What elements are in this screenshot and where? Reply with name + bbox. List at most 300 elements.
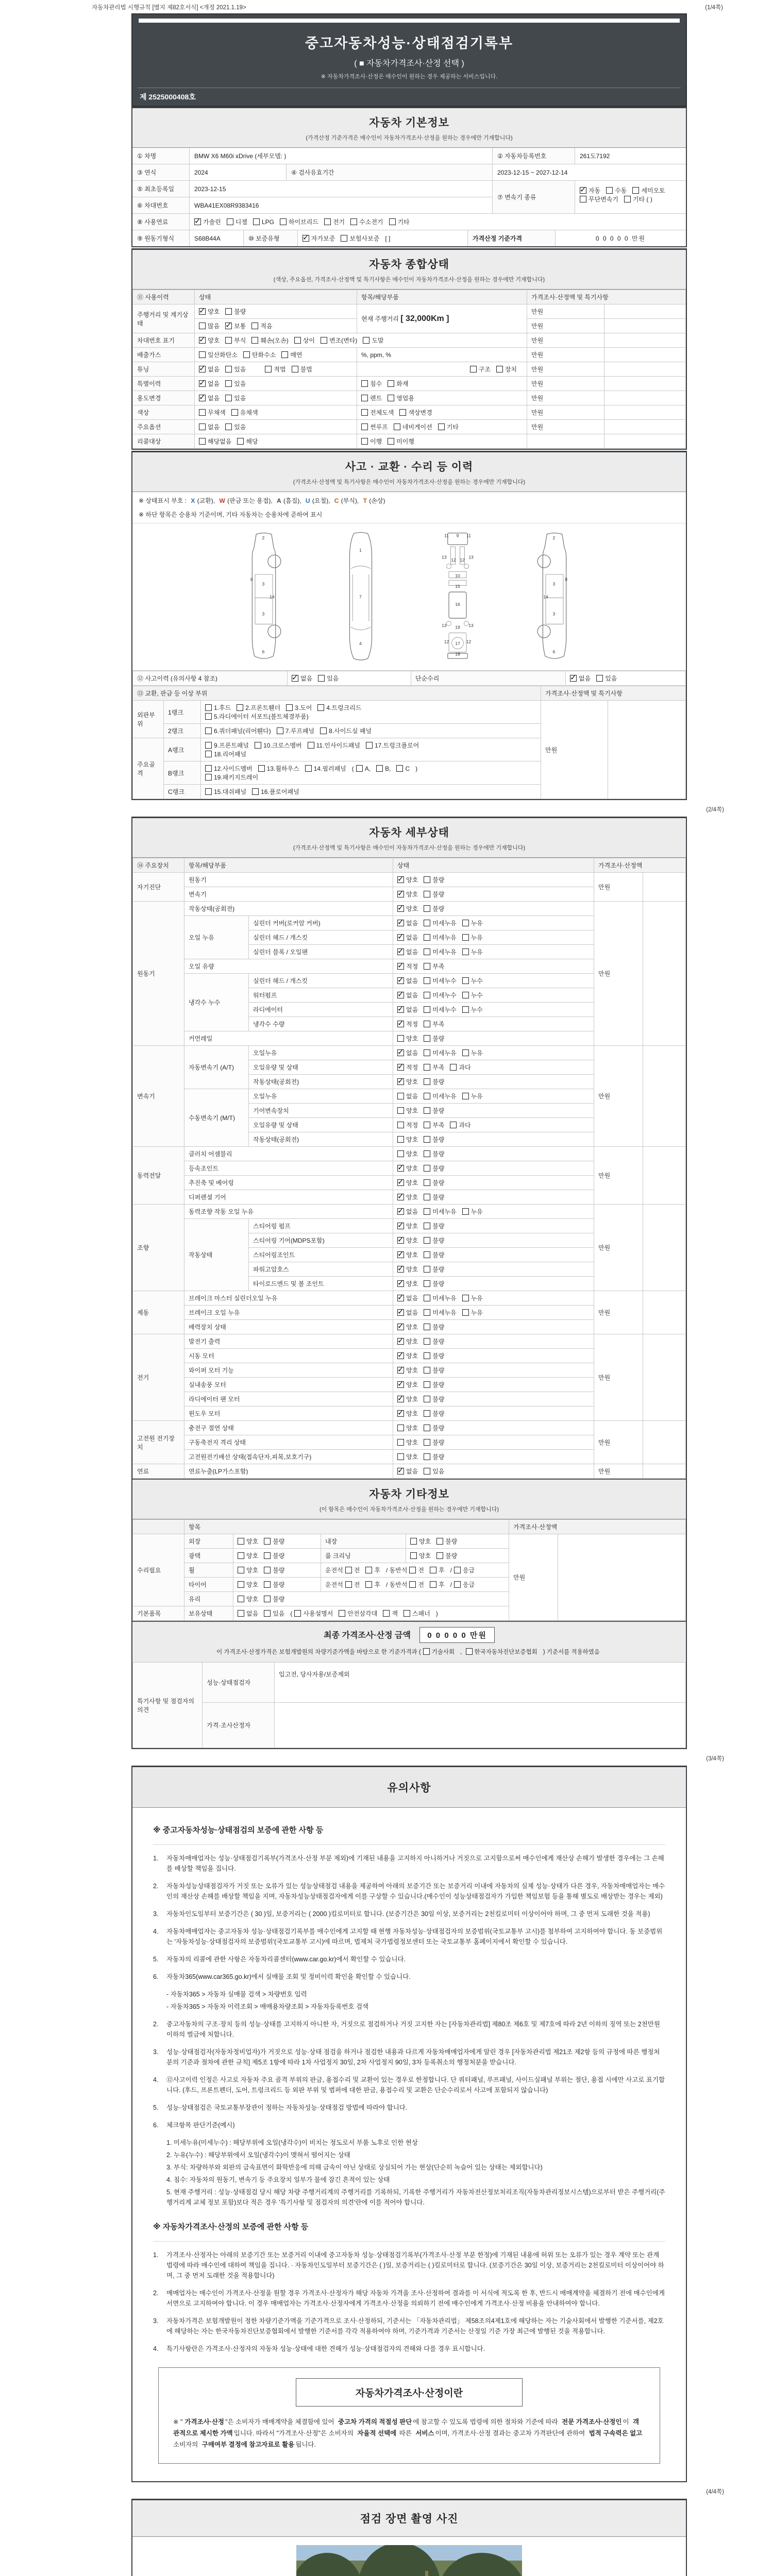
checkbox-option[interactable] <box>424 1294 456 1302</box>
checkbox-option[interactable] <box>462 933 483 942</box>
checkbox-option[interactable] <box>462 991 483 999</box>
checkbox-option[interactable] <box>397 919 418 927</box>
checkbox-option[interactable] <box>252 787 299 796</box>
checkbox-option[interactable] <box>318 674 339 683</box>
unchecked-checkbox-icon[interactable] <box>345 1567 352 1573</box>
checkbox-option[interactable] <box>264 1609 284 1618</box>
checked-checkbox-icon[interactable] <box>397 992 404 998</box>
unchecked-checkbox-icon[interactable] <box>277 727 283 734</box>
checkbox-option[interactable] <box>399 408 432 417</box>
unchecked-checkbox-icon[interactable] <box>280 218 287 225</box>
unchecked-checkbox-icon[interactable] <box>436 1552 443 1559</box>
unchecked-checkbox-icon[interactable] <box>225 337 232 344</box>
checkbox-option[interactable] <box>409 1566 424 1574</box>
unchecked-checkbox-icon[interactable] <box>424 1122 430 1128</box>
unchecked-checkbox-icon[interactable] <box>430 1567 436 1573</box>
unchecked-checkbox-icon[interactable] <box>410 1552 417 1559</box>
unchecked-checkbox-icon[interactable] <box>496 366 503 372</box>
checkbox-option[interactable] <box>363 336 383 345</box>
checkbox-option[interactable] <box>317 703 361 712</box>
checkbox-option[interactable] <box>397 1366 418 1375</box>
checkbox-option[interactable] <box>397 1467 418 1476</box>
checkbox-option[interactable] <box>436 1551 457 1560</box>
unchecked-checkbox-icon[interactable] <box>424 1295 430 1301</box>
checkbox-option[interactable] <box>404 1609 430 1618</box>
checked-checkbox-icon[interactable] <box>397 948 404 955</box>
unchecked-checkbox-icon[interactable] <box>424 1338 430 1345</box>
unchecked-checkbox-icon[interactable] <box>397 1107 404 1114</box>
checkbox-option[interactable] <box>462 1092 483 1100</box>
unchecked-checkbox-icon[interactable] <box>205 704 212 711</box>
unchecked-checkbox-icon[interactable] <box>225 308 232 315</box>
appraiser-opinion[interactable] <box>275 1703 686 1748</box>
unchecked-checkbox-icon[interactable] <box>462 977 469 984</box>
checkbox-option[interactable] <box>424 1308 456 1317</box>
unchecked-checkbox-icon[interactable] <box>424 1425 430 1431</box>
checkbox-option[interactable] <box>397 976 418 985</box>
checked-checkbox-icon[interactable] <box>397 1179 404 1186</box>
car-diagram-top-view[interactable] <box>328 531 394 662</box>
note-cell[interactable] <box>643 1147 686 1205</box>
checkbox-option[interactable] <box>388 379 408 388</box>
unchecked-checkbox-icon[interactable] <box>205 765 212 772</box>
unchecked-checkbox-icon[interactable] <box>205 788 212 795</box>
final-price-value[interactable]: 0 0 0 0 0 만원 <box>419 1627 495 1643</box>
checkbox-option[interactable] <box>397 1005 418 1014</box>
checkbox-option[interactable] <box>424 1395 444 1403</box>
unchecked-checkbox-icon[interactable] <box>252 788 259 795</box>
checkbox-option[interactable] <box>199 422 220 431</box>
unchecked-checkbox-icon[interactable] <box>227 218 233 225</box>
checkbox-option[interactable] <box>265 365 285 374</box>
unchecked-checkbox-icon[interactable] <box>462 1049 469 1056</box>
unchecked-checkbox-icon[interactable] <box>389 218 396 225</box>
unchecked-checkbox-icon[interactable] <box>361 380 368 387</box>
unchecked-checkbox-icon[interactable] <box>424 1280 430 1287</box>
checkbox-option[interactable] <box>410 1537 431 1546</box>
checkbox-option[interactable] <box>205 741 249 750</box>
checkbox-option[interactable] <box>624 195 652 204</box>
unchecked-checkbox-icon[interactable] <box>454 1581 461 1588</box>
checked-checkbox-icon[interactable] <box>397 1367 404 1374</box>
unchecked-checkbox-icon[interactable] <box>424 1006 430 1013</box>
checkbox-option[interactable] <box>397 1409 418 1418</box>
checkbox-option[interactable] <box>397 1077 418 1086</box>
checkbox-option[interactable] <box>397 1279 418 1288</box>
mileage-value[interactable]: [ 32,000Km ] <box>400 314 449 323</box>
checkbox-option[interactable] <box>388 437 414 446</box>
unchecked-checkbox-icon[interactable] <box>361 395 368 401</box>
checkbox-option[interactable] <box>450 1121 470 1129</box>
car-diagram-right-side[interactable] <box>522 531 587 662</box>
checkbox-option[interactable] <box>199 408 226 417</box>
checkbox-option[interactable] <box>397 1236 418 1245</box>
unchecked-checkbox-icon[interactable] <box>199 351 206 358</box>
checkbox-option[interactable] <box>397 1265 418 1274</box>
checked-checkbox-icon[interactable] <box>397 1338 404 1345</box>
unchecked-checkbox-icon[interactable] <box>404 1610 410 1617</box>
unchecked-checkbox-icon[interactable] <box>225 423 232 430</box>
unchecked-checkbox-icon[interactable] <box>424 934 430 941</box>
checked-checkbox-icon[interactable] <box>397 1049 404 1056</box>
inspector-opinion[interactable]: 입고전, 당사자용/보증제외 <box>275 1663 686 1703</box>
checked-checkbox-icon[interactable] <box>397 1468 404 1475</box>
checkbox-option[interactable] <box>470 365 491 374</box>
unchecked-checkbox-icon[interactable] <box>436 1538 443 1545</box>
checkbox-option[interactable] <box>281 350 302 359</box>
unchecked-checkbox-icon[interactable] <box>264 1538 271 1545</box>
checkbox-option[interactable] <box>424 1005 456 1014</box>
checked-checkbox-icon[interactable] <box>397 1078 404 1085</box>
unchecked-checkbox-icon[interactable] <box>462 1295 469 1301</box>
checkbox-option[interactable] <box>397 1395 418 1403</box>
unchecked-checkbox-icon[interactable] <box>243 351 250 358</box>
checkbox-option[interactable] <box>397 1178 418 1187</box>
unchecked-checkbox-icon[interactable] <box>238 1596 244 1602</box>
unchecked-checkbox-icon[interactable] <box>424 876 430 883</box>
checkbox-option[interactable] <box>345 1580 360 1589</box>
unchecked-checkbox-icon[interactable] <box>424 963 430 970</box>
unchecked-checkbox-icon[interactable] <box>265 366 272 372</box>
unchecked-checkbox-icon[interactable] <box>264 1567 271 1573</box>
unchecked-checkbox-icon[interactable] <box>286 704 293 711</box>
unchecked-checkbox-icon[interactable] <box>424 948 430 955</box>
unchecked-checkbox-icon[interactable] <box>424 1194 430 1200</box>
unchecked-checkbox-icon[interactable] <box>424 1468 430 1475</box>
checkbox-option[interactable] <box>409 1580 424 1589</box>
unchecked-checkbox-icon[interactable] <box>292 366 298 372</box>
checkbox-option[interactable] <box>397 1121 418 1129</box>
checkbox-option[interactable] <box>424 947 456 956</box>
note-cell[interactable] <box>604 405 686 420</box>
unchecked-checkbox-icon[interactable] <box>397 1093 404 1099</box>
checked-checkbox-icon[interactable] <box>397 1352 404 1359</box>
unchecked-checkbox-icon[interactable] <box>424 1165 430 1172</box>
unchecked-checkbox-icon[interactable] <box>383 1610 390 1617</box>
checkbox-option[interactable] <box>424 919 456 927</box>
checkbox-option[interactable] <box>424 1467 444 1476</box>
checkbox-option[interactable] <box>397 1193 418 1201</box>
unchecked-checkbox-icon[interactable] <box>596 675 603 682</box>
checkbox-option[interactable] <box>397 1452 418 1461</box>
checkbox-option[interactable] <box>227 217 247 226</box>
unchecked-checkbox-icon[interactable] <box>470 366 477 372</box>
checkbox-option[interactable] <box>424 1077 444 1086</box>
note-cell[interactable] <box>558 1534 686 1621</box>
checkbox-option[interactable] <box>383 1609 398 1618</box>
checkbox-option[interactable] <box>424 1323 444 1331</box>
unchecked-checkbox-icon[interactable] <box>317 704 324 711</box>
unchecked-checkbox-icon[interactable] <box>253 218 260 225</box>
unchecked-checkbox-icon[interactable] <box>366 742 373 749</box>
first-reg-value[interactable]: 2023-12-15 <box>189 181 492 197</box>
checkbox-option[interactable] <box>397 1250 418 1259</box>
checkbox-option[interactable] <box>205 787 246 796</box>
car-diagram-left-side[interactable] <box>231 531 297 662</box>
checkbox-option[interactable] <box>424 1279 444 1288</box>
checkbox-option[interactable] <box>205 773 258 782</box>
checkbox-option[interactable] <box>424 933 456 942</box>
unchecked-checkbox-icon[interactable] <box>462 920 469 926</box>
unchecked-checkbox-icon[interactable] <box>397 1453 404 1460</box>
unchecked-checkbox-icon[interactable] <box>424 891 430 897</box>
unchecked-checkbox-icon[interactable] <box>462 1093 469 1099</box>
checkbox-option[interactable] <box>424 1366 444 1375</box>
checkbox-option[interactable] <box>243 350 276 359</box>
unchecked-checkbox-icon[interactable] <box>397 1136 404 1143</box>
unchecked-checkbox-icon[interactable] <box>238 1581 244 1588</box>
unchecked-checkbox-icon[interactable] <box>388 438 394 445</box>
unchecked-checkbox-icon[interactable] <box>462 992 469 998</box>
checkbox-option[interactable] <box>410 1551 431 1560</box>
note-cell[interactable] <box>604 319 686 333</box>
checked-checkbox-icon[interactable] <box>199 395 206 401</box>
checkbox-option[interactable] <box>397 1351 418 1360</box>
checkbox-option[interactable] <box>389 217 410 226</box>
checked-checkbox-icon[interactable] <box>397 1237 404 1244</box>
checked-checkbox-icon[interactable] <box>397 1194 404 1200</box>
checkbox-option[interactable] <box>424 976 456 985</box>
unchecked-checkbox-icon[interactable] <box>424 1410 430 1417</box>
checked-checkbox-icon[interactable] <box>397 1381 404 1388</box>
unchecked-checkbox-icon[interactable] <box>205 751 212 757</box>
checkbox-option[interactable] <box>251 336 288 345</box>
checkbox-option[interactable] <box>280 217 318 226</box>
checkbox-option[interactable] <box>238 1580 258 1589</box>
unchecked-checkbox-icon[interactable] <box>424 1208 430 1215</box>
unchecked-checkbox-icon[interactable] <box>363 337 369 344</box>
unchecked-checkbox-icon[interactable] <box>454 1567 461 1573</box>
checked-checkbox-icon[interactable] <box>397 1295 404 1301</box>
checkbox-option[interactable] <box>424 1178 444 1187</box>
checked-checkbox-icon[interactable] <box>397 1251 404 1258</box>
note-cell[interactable] <box>604 391 686 405</box>
checked-checkbox-icon[interactable] <box>397 891 404 897</box>
checkbox-option[interactable] <box>397 1034 418 1043</box>
checkbox-option[interactable] <box>580 186 600 195</box>
checkbox-option[interactable] <box>397 1337 418 1346</box>
checked-checkbox-icon[interactable] <box>303 235 309 242</box>
unchecked-checkbox-icon[interactable] <box>264 1610 271 1617</box>
checkbox-option[interactable] <box>397 1020 418 1028</box>
unchecked-checkbox-icon[interactable] <box>341 235 347 242</box>
unchecked-checkbox-icon[interactable] <box>237 438 244 445</box>
checkbox-option[interactable] <box>397 1294 418 1302</box>
unchecked-checkbox-icon[interactable] <box>356 765 363 772</box>
checkbox-option[interactable] <box>294 336 315 345</box>
unchecked-checkbox-icon[interactable] <box>199 409 206 416</box>
checkbox-option[interactable] <box>424 1250 444 1259</box>
checkbox-option[interactable] <box>397 904 418 913</box>
unchecked-checkbox-icon[interactable] <box>462 1309 469 1316</box>
unchecked-checkbox-icon[interactable] <box>238 1567 244 1573</box>
checkbox-option[interactable] <box>321 336 357 345</box>
emission-values[interactable]: %, ppm, % <box>357 348 527 362</box>
unchecked-checkbox-icon[interactable] <box>205 713 212 720</box>
checked-checkbox-icon[interactable] <box>199 337 206 344</box>
checkbox-option[interactable] <box>424 1409 444 1418</box>
checkbox-option[interactable] <box>397 1135 418 1144</box>
unchecked-checkbox-icon[interactable] <box>424 1035 430 1042</box>
unchecked-checkbox-icon[interactable] <box>251 323 258 329</box>
checkbox-option[interactable] <box>424 1380 444 1389</box>
unchecked-checkbox-icon[interactable] <box>462 1006 469 1013</box>
unchecked-checkbox-icon[interactable] <box>424 1064 430 1071</box>
checkbox-option[interactable] <box>424 1337 444 1346</box>
checkbox-option[interactable] <box>462 1294 483 1302</box>
checkbox-option[interactable] <box>345 1566 360 1574</box>
unchecked-checkbox-icon[interactable] <box>205 727 212 734</box>
checked-checkbox-icon[interactable] <box>397 1208 404 1215</box>
checkbox-option[interactable] <box>454 1566 475 1574</box>
checked-checkbox-icon[interactable] <box>397 905 404 912</box>
checkbox-option[interactable] <box>231 408 258 417</box>
unchecked-checkbox-icon[interactable] <box>320 727 327 734</box>
unchecked-checkbox-icon[interactable] <box>424 1093 430 1099</box>
unchecked-checkbox-icon[interactable] <box>462 1208 469 1215</box>
checkbox-option[interactable] <box>424 1423 444 1432</box>
unchecked-checkbox-icon[interactable] <box>397 1425 404 1431</box>
checkbox-option[interactable] <box>264 1580 284 1589</box>
inspection-photo-front[interactable] <box>296 2545 522 2576</box>
unchecked-checkbox-icon[interactable] <box>424 1453 430 1460</box>
checkbox-option[interactable] <box>424 962 444 971</box>
checkbox-option[interactable] <box>376 765 391 772</box>
checkbox-option[interactable] <box>292 365 312 374</box>
checkbox-option[interactable] <box>199 350 238 359</box>
unchecked-checkbox-icon[interactable] <box>409 1567 416 1573</box>
checkbox-option[interactable] <box>424 1438 444 1447</box>
checked-checkbox-icon[interactable] <box>199 308 206 315</box>
checkbox-option[interactable] <box>292 674 312 683</box>
unchecked-checkbox-icon[interactable] <box>606 187 613 194</box>
checkbox-option[interactable] <box>580 195 618 204</box>
checked-checkbox-icon[interactable] <box>397 1396 404 1402</box>
unchecked-checkbox-icon[interactable] <box>238 1552 244 1559</box>
note-cell[interactable] <box>604 362 686 377</box>
unchecked-checkbox-icon[interactable] <box>237 704 243 711</box>
note-cell[interactable] <box>608 701 686 799</box>
checkbox-option[interactable] <box>394 422 432 431</box>
checkbox-option[interactable] <box>397 890 418 899</box>
checkbox-option[interactable] <box>397 1106 418 1115</box>
unchecked-checkbox-icon[interactable] <box>424 905 430 912</box>
checkbox-option[interactable] <box>397 1207 418 1216</box>
unchecked-checkbox-icon[interactable] <box>205 774 212 781</box>
unchecked-checkbox-icon[interactable] <box>424 1223 430 1229</box>
checkbox-option[interactable] <box>238 1551 258 1560</box>
unchecked-checkbox-icon[interactable] <box>251 337 258 344</box>
checked-checkbox-icon[interactable] <box>225 323 232 329</box>
checkbox-option[interactable] <box>199 307 220 316</box>
checkbox-option[interactable] <box>339 1609 377 1618</box>
checked-checkbox-icon[interactable] <box>397 1280 404 1287</box>
unchecked-checkbox-icon[interactable] <box>397 1150 404 1157</box>
checkbox-option[interactable] <box>424 1135 444 1144</box>
model-year-value[interactable]: 2024 <box>189 164 286 180</box>
unchecked-checkbox-icon[interactable] <box>361 409 368 416</box>
checkbox-option[interactable] <box>264 1595 284 1603</box>
checkbox-option[interactable] <box>225 307 246 316</box>
note-cell[interactable] <box>643 873 686 902</box>
unchecked-checkbox-icon[interactable] <box>238 1610 244 1617</box>
checkbox-option[interactable] <box>258 764 299 773</box>
checkbox-option[interactable] <box>361 379 382 388</box>
unchecked-checkbox-icon[interactable] <box>424 1439 430 1446</box>
unchecked-checkbox-icon[interactable] <box>397 1122 404 1128</box>
unchecked-checkbox-icon[interactable] <box>361 423 368 430</box>
note-cell[interactable] <box>643 1205 686 1291</box>
checkbox-option[interactable] <box>350 217 383 226</box>
unchecked-checkbox-icon[interactable] <box>632 187 639 194</box>
checked-checkbox-icon[interactable] <box>397 1309 404 1316</box>
checkbox-option[interactable] <box>294 1609 333 1618</box>
checkbox-option[interactable] <box>205 764 253 773</box>
checkbox-option[interactable] <box>462 976 483 985</box>
checked-checkbox-icon[interactable] <box>397 1021 404 1027</box>
checkbox-option[interactable] <box>365 1566 380 1574</box>
note-cell[interactable] <box>604 377 686 391</box>
unchecked-checkbox-icon[interactable] <box>199 323 206 329</box>
unchecked-checkbox-icon[interactable] <box>238 1538 244 1545</box>
checkbox-option[interactable] <box>366 741 419 750</box>
unchecked-checkbox-icon[interactable] <box>345 1581 352 1588</box>
unchecked-checkbox-icon[interactable] <box>388 380 394 387</box>
unchecked-checkbox-icon[interactable] <box>424 1396 430 1402</box>
unchecked-checkbox-icon[interactable] <box>350 218 357 225</box>
checked-checkbox-icon[interactable] <box>397 977 404 984</box>
checkbox-option[interactable] <box>397 1423 418 1432</box>
checkbox-option[interactable] <box>199 437 231 446</box>
checkbox-option[interactable] <box>264 1566 284 1574</box>
checkbox-option[interactable] <box>361 422 388 431</box>
checkbox-option[interactable] <box>308 741 360 750</box>
unchecked-checkbox-icon[interactable] <box>424 1107 430 1114</box>
checked-checkbox-icon[interactable] <box>199 366 206 372</box>
checkbox-option[interactable] <box>341 234 379 243</box>
unchecked-checkbox-icon[interactable] <box>424 1078 430 1085</box>
checked-checkbox-icon[interactable] <box>397 1266 404 1273</box>
unchecked-checkbox-icon[interactable] <box>225 366 232 372</box>
note-cell[interactable] <box>604 348 686 362</box>
checkbox-option[interactable] <box>205 726 271 735</box>
base-price-value[interactable]: 0 0 0 0 0 만원 <box>555 230 686 246</box>
note-cell[interactable] <box>643 902 686 1046</box>
unchecked-checkbox-icon[interactable] <box>396 765 403 772</box>
unchecked-checkbox-icon[interactable] <box>258 765 265 772</box>
checkbox-option[interactable] <box>303 234 335 243</box>
checkbox-option[interactable] <box>225 321 246 330</box>
checkbox-option[interactable] <box>424 1149 444 1158</box>
unchecked-checkbox-icon[interactable] <box>321 337 327 344</box>
checkbox-option[interactable] <box>462 919 483 927</box>
checked-checkbox-icon[interactable] <box>199 380 206 387</box>
unchecked-checkbox-icon[interactable] <box>281 351 288 358</box>
unchecked-checkbox-icon[interactable] <box>424 1150 430 1157</box>
unchecked-checkbox-icon[interactable] <box>397 1439 404 1446</box>
checkbox-option[interactable] <box>253 218 274 226</box>
unchecked-checkbox-icon[interactable] <box>199 438 206 445</box>
checked-checkbox-icon[interactable] <box>194 218 201 225</box>
unchecked-checkbox-icon[interactable] <box>424 1367 430 1374</box>
unchecked-checkbox-icon[interactable] <box>424 1309 430 1316</box>
checkbox-option[interactable] <box>397 1323 418 1331</box>
checkbox-option[interactable] <box>424 1063 444 1072</box>
checkbox-option[interactable] <box>450 1063 470 1072</box>
unchecked-checkbox-icon[interactable] <box>424 1179 430 1186</box>
checkbox-option[interactable] <box>462 1308 483 1317</box>
unchecked-checkbox-icon[interactable] <box>394 423 400 430</box>
